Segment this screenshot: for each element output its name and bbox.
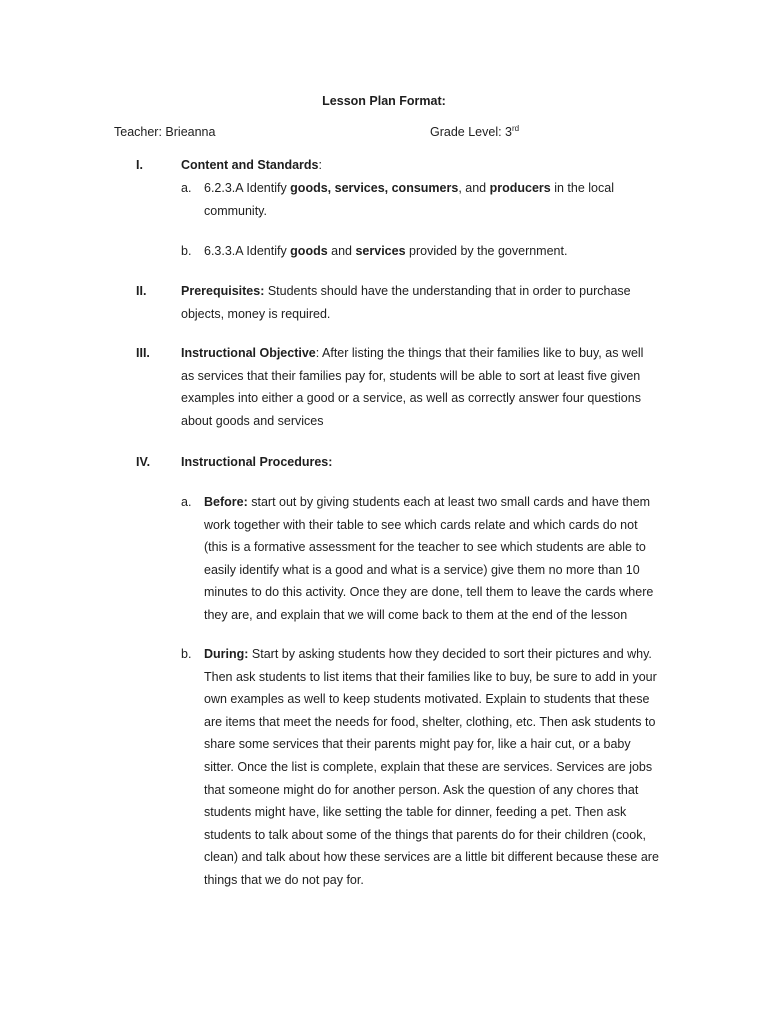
section-1-heading-colon: : — [318, 158, 322, 172]
section-1-heading-line — [181, 154, 651, 177]
section-4a-letter: a. — [181, 495, 192, 509]
section-4b-heading: During: — [204, 647, 249, 661]
section-1b-text — [204, 240, 659, 263]
section-1b-part1: 6.3.3.A Identify — [204, 244, 291, 258]
section-1b-part2: and — [327, 244, 356, 258]
section-2-heading: Prerequisites: — [181, 284, 265, 298]
section-1-heading: Content and Standards — [181, 158, 319, 172]
section-3-text — [181, 342, 651, 432]
section-3-numeral: III. — [136, 346, 150, 360]
section-1a-letter: a. — [181, 181, 192, 195]
section-2-body: Students should have the understanding that in order to purchase objects, money is required. — [181, 284, 631, 321]
section-1a-part2: , and — [458, 181, 490, 195]
section-3-heading: Instructional Objective — [181, 346, 316, 360]
section-1a-part1: 6.2.3.A Identify — [204, 181, 291, 195]
section-1-numeral: I. — [136, 158, 143, 172]
section-4b-body: Start by asking students how they decided to sort their pictures and why. Then ask students to list items that their families like to buy, be sure to add in your own examples as well to keep students motivated. Explain to students that these are items that meet the needs for food, shelter, clothing, etc. Then ask students to share some services that their parents might pay for, like a hair cut, or a baby sitter. Once the list is complete, explain that these are services. Services are jobs that someone might do for another person. Ask the question of any chores that students might have, like setting the table for dinner, feeding a pet. Then ask students to talk about some of the things that parents do for their children (cook, clean) and talk about how these services are a little bit different because these are things that we do not pay for. — [204, 647, 659, 887]
grade-level — [430, 121, 519, 144]
section-1a-text — [204, 177, 659, 222]
section-4a-heading: Before: — [204, 495, 248, 509]
section-1b-bold2: services — [355, 244, 406, 258]
section-4-numeral: IV. — [136, 455, 151, 469]
section-4b-letter: b. — [181, 647, 192, 661]
section-2-text — [181, 280, 651, 325]
section-4a-text — [204, 491, 659, 627]
section-1a-bold1: goods, services, consumers — [290, 181, 459, 195]
section-1b-letter: b. — [181, 244, 192, 258]
section-1a-part3: in the local community. — [204, 181, 614, 218]
section-4b-text — [204, 643, 659, 892]
grade-level-suffix: rd — [512, 124, 520, 133]
section-4-heading: Instructional Procedures: — [181, 455, 333, 469]
section-2-numeral: II. — [136, 284, 147, 298]
document-title: Lesson Plan Format: — [322, 94, 446, 108]
teacher-name: Teacher: Brieanna — [114, 125, 216, 139]
section-4-heading-line — [181, 451, 651, 474]
section-1b-bold1: goods — [290, 244, 328, 258]
grade-level-text: Grade Level: 3 — [430, 125, 512, 139]
section-1a-bold2: producers — [489, 181, 551, 195]
section-3-body: : After listing the things that their families like to buy, as well as services that their families pay for, students will be able to sort at least five given examples into either a good or a service, as well as correctly answer four questions about goods and services — [181, 346, 644, 428]
section-4a-body: start out by giving students each at least two small cards and have them work together with their table to see which cards relate and which cards do not (this is a formative assessment for the teacher to see which students are able to easily identify what is a good and what is a service) give them no more than 10 minutes to do this activity. Once they are done, tell them to leave the cards where they are, and explain that we will come back to them at the end of the lesson — [204, 495, 654, 622]
section-1b-part3: provided by the government. — [405, 244, 568, 258]
